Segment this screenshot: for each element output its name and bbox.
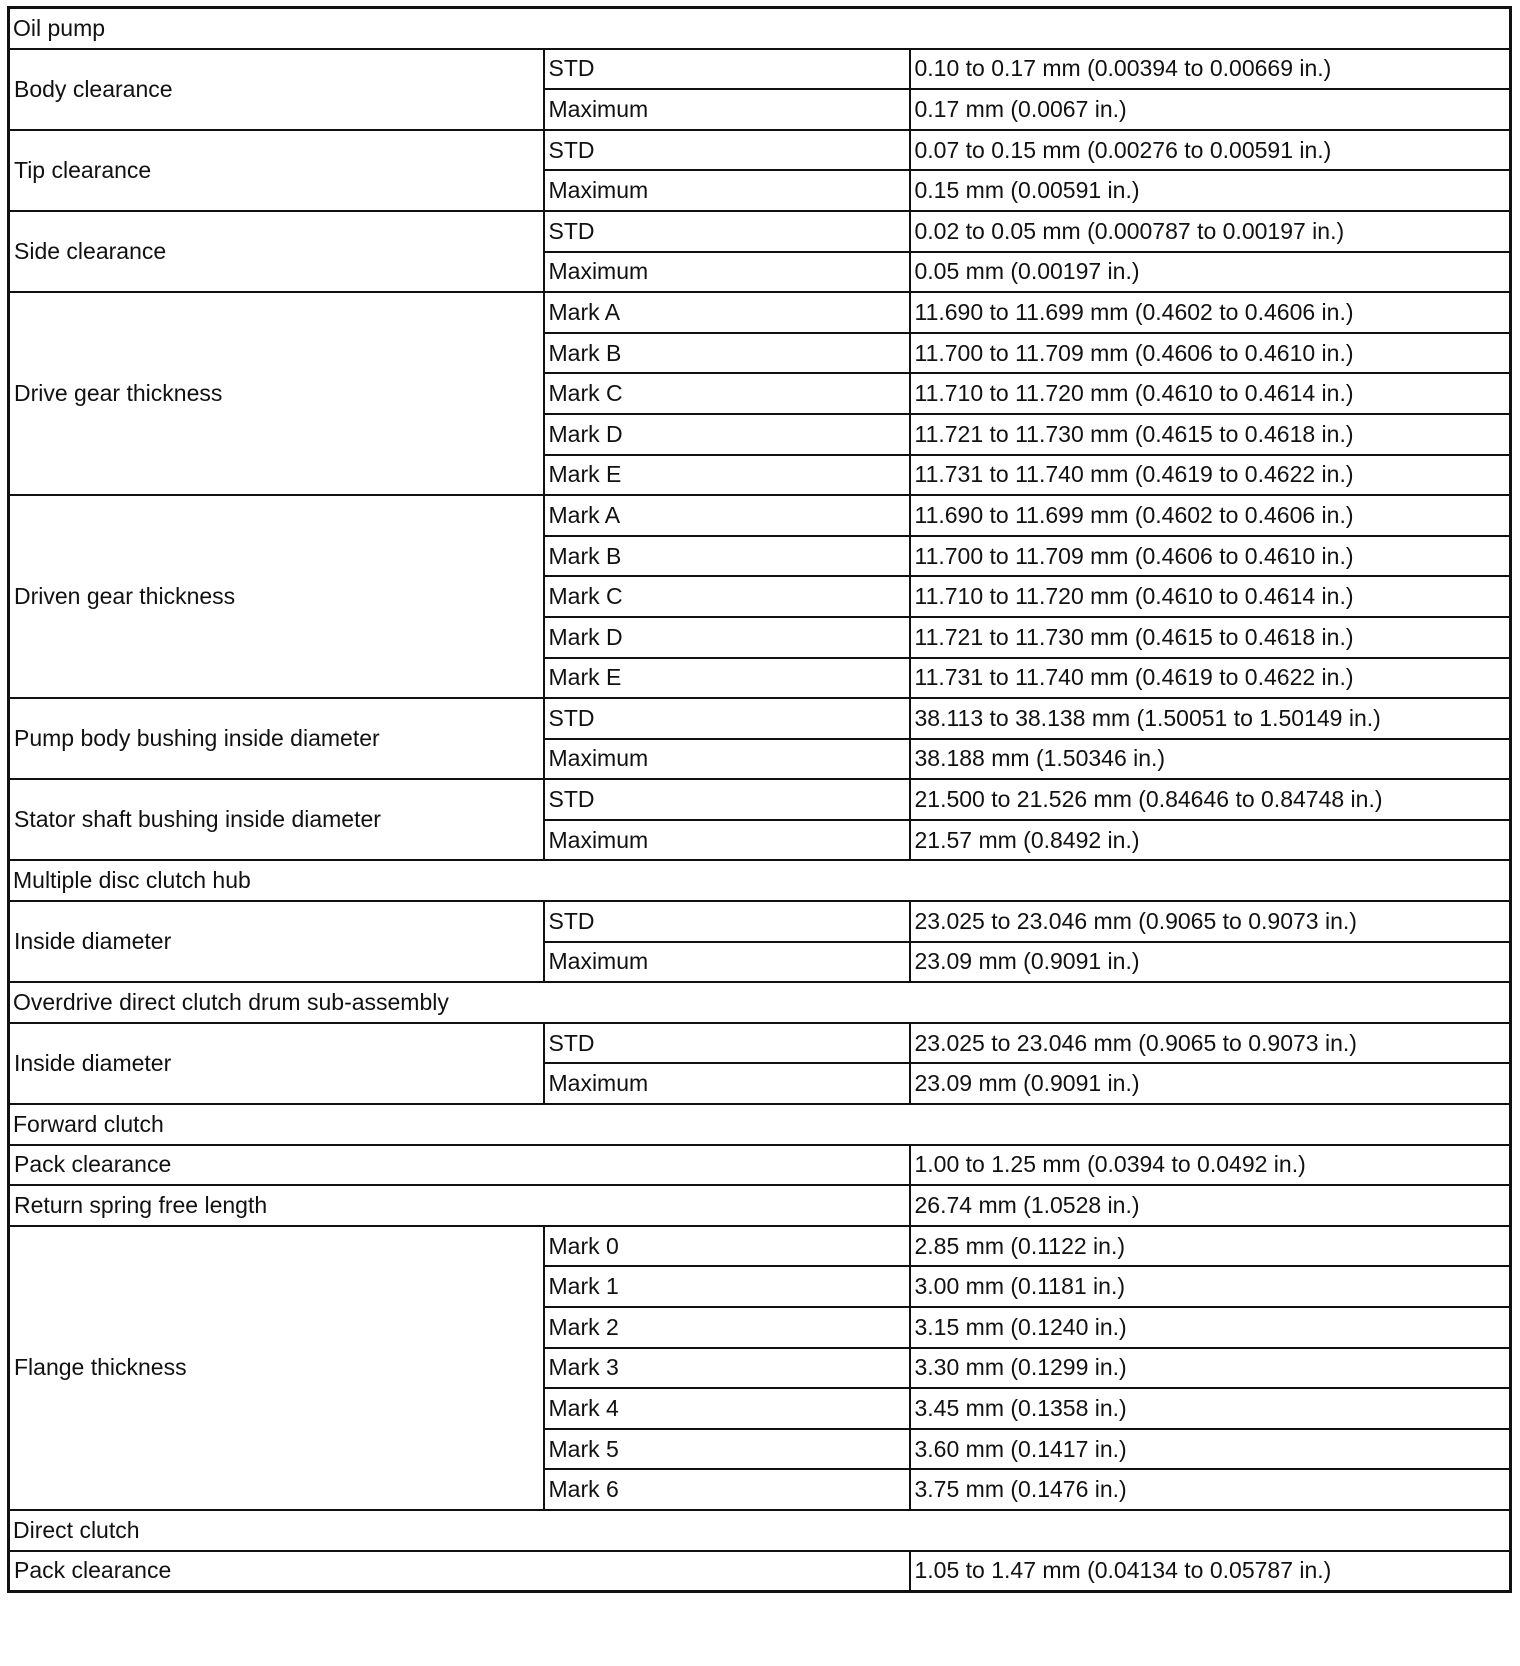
spec-table — [7, 6, 1512, 1593]
item-label: Pump body bushing inside diameter — [9, 698, 544, 779]
section-title: Oil pump — [9, 8, 1511, 49]
item-label: Flange thickness — [9, 1226, 544, 1510]
value-cell: 3.75 mm (0.1476 in.) — [910, 1469, 1511, 1510]
condition-cell: Mark 4 — [544, 1388, 910, 1429]
item-label: Inside diameter — [9, 901, 544, 982]
value-cell: 1.00 to 1.25 mm (0.0394 to 0.0492 in.) — [910, 1145, 1511, 1186]
value-cell: 26.74 mm (1.0528 in.) — [910, 1185, 1511, 1226]
value-cell: 0.15 mm (0.00591 in.) — [910, 170, 1511, 211]
condition-cell: Mark C — [544, 576, 910, 617]
item-label: Stator shaft bushing inside diameter — [9, 779, 544, 860]
value-cell: 3.00 mm (0.1181 in.) — [910, 1266, 1511, 1307]
value-cell: 3.30 mm (0.1299 in.) — [910, 1348, 1511, 1389]
condition-cell: Mark B — [544, 536, 910, 577]
section-header-row — [9, 8, 1511, 49]
item-label: Body clearance — [9, 49, 544, 130]
condition-cell: Mark E — [544, 455, 910, 496]
item-label: Driven gear thickness — [9, 495, 544, 698]
condition-cell: STD — [544, 1023, 910, 1064]
value-cell: 11.731 to 11.740 mm (0.4619 to 0.4622 in.) — [910, 455, 1511, 496]
item-label: Tip clearance — [9, 130, 544, 211]
condition-cell: Mark C — [544, 373, 910, 414]
value-cell: 11.721 to 11.730 mm (0.4615 to 0.4618 in.) — [910, 617, 1511, 658]
table-row — [9, 211, 1511, 252]
condition-cell: Mark 2 — [544, 1307, 910, 1348]
item-label: Pack clearance — [9, 1145, 910, 1186]
value-cell: 1.05 to 1.47 mm (0.04134 to 0.05787 in.) — [910, 1551, 1511, 1592]
condition-cell: STD — [544, 698, 910, 739]
section-header-row — [9, 1104, 1511, 1145]
value-cell: 23.09 mm (0.9091 in.) — [910, 1063, 1511, 1104]
value-cell: 2.85 mm (0.1122 in.) — [910, 1226, 1511, 1267]
value-cell: 38.113 to 38.138 mm (1.50051 to 1.50149 in.) — [910, 698, 1511, 739]
condition-cell: Mark 0 — [544, 1226, 910, 1267]
section-title: Overdrive direct clutch drum sub-assembly — [9, 982, 1511, 1023]
section-title: Forward clutch — [9, 1104, 1511, 1145]
value-cell: 11.700 to 11.709 mm (0.4606 to 0.4610 in.) — [910, 333, 1511, 374]
condition-cell: Maximum — [544, 739, 910, 780]
item-label: Drive gear thickness — [9, 292, 544, 495]
section-header-row — [9, 982, 1511, 1023]
value-cell: 11.690 to 11.699 mm (0.4602 to 0.4606 in.) — [910, 495, 1511, 536]
condition-cell: STD — [544, 901, 910, 942]
condition-cell: Mark E — [544, 658, 910, 699]
condition-cell: Maximum — [544, 89, 910, 130]
condition-cell: STD — [544, 211, 910, 252]
table-row — [9, 49, 1511, 90]
value-cell: 0.07 to 0.15 mm (0.00276 to 0.00591 in.) — [910, 130, 1511, 171]
item-label: Pack clearance — [9, 1551, 910, 1592]
value-cell: 0.05 mm (0.00197 in.) — [910, 252, 1511, 293]
condition-cell: Maximum — [544, 252, 910, 293]
table-row — [9, 1551, 1511, 1592]
value-cell: 21.500 to 21.526 mm (0.84646 to 0.84748 in.) — [910, 779, 1511, 820]
condition-cell: STD — [544, 49, 910, 90]
value-cell: 11.731 to 11.740 mm (0.4619 to 0.4622 in.) — [910, 658, 1511, 699]
value-cell: 23.09 mm (0.9091 in.) — [910, 942, 1511, 983]
condition-cell: STD — [544, 779, 910, 820]
section-header-row — [9, 1510, 1511, 1551]
section-header-row — [9, 860, 1511, 901]
condition-cell: Mark 5 — [544, 1429, 910, 1470]
value-cell: 21.57 mm (0.8492 in.) — [910, 820, 1511, 861]
condition-cell: Maximum — [544, 942, 910, 983]
table-row — [9, 1023, 1511, 1064]
condition-cell: Mark D — [544, 414, 910, 455]
value-cell: 11.700 to 11.709 mm (0.4606 to 0.4610 in.) — [910, 536, 1511, 577]
value-cell: 3.15 mm (0.1240 in.) — [910, 1307, 1511, 1348]
condition-cell: Mark D — [544, 617, 910, 658]
table-row — [9, 779, 1511, 820]
item-label: Return spring free length — [9, 1185, 910, 1226]
value-cell: 3.45 mm (0.1358 in.) — [910, 1388, 1511, 1429]
value-cell: 0.02 to 0.05 mm (0.000787 to 0.00197 in.) — [910, 211, 1511, 252]
spec-table-body — [9, 8, 1511, 1592]
section-title: Multiple disc clutch hub — [9, 860, 1511, 901]
condition-cell: Mark A — [544, 495, 910, 536]
value-cell: 23.025 to 23.046 mm (0.9065 to 0.9073 in.) — [910, 1023, 1511, 1064]
condition-cell: Mark A — [544, 292, 910, 333]
table-row — [9, 1226, 1511, 1267]
value-cell: 3.60 mm (0.1417 in.) — [910, 1429, 1511, 1470]
table-row — [9, 1185, 1511, 1226]
item-label: Side clearance — [9, 211, 544, 292]
value-cell: 0.10 to 0.17 mm (0.00394 to 0.00669 in.) — [910, 49, 1511, 90]
table-row — [9, 1145, 1511, 1186]
value-cell: 23.025 to 23.046 mm (0.9065 to 0.9073 in.) — [910, 901, 1511, 942]
value-cell: 0.17 mm (0.0067 in.) — [910, 89, 1511, 130]
table-row — [9, 698, 1511, 739]
condition-cell: Mark B — [544, 333, 910, 374]
table-row — [9, 130, 1511, 171]
value-cell: 38.188 mm (1.50346 in.) — [910, 739, 1511, 780]
section-title: Direct clutch — [9, 1510, 1511, 1551]
condition-cell: STD — [544, 130, 910, 171]
item-label: Inside diameter — [9, 1023, 544, 1104]
condition-cell: Maximum — [544, 170, 910, 211]
table-row — [9, 292, 1511, 333]
condition-cell: Mark 6 — [544, 1469, 910, 1510]
value-cell: 11.690 to 11.699 mm (0.4602 to 0.4606 in.) — [910, 292, 1511, 333]
condition-cell: Mark 3 — [544, 1348, 910, 1389]
table-row — [9, 495, 1511, 536]
value-cell: 11.710 to 11.720 mm (0.4610 to 0.4614 in.) — [910, 576, 1511, 617]
value-cell: 11.721 to 11.730 mm (0.4615 to 0.4618 in.) — [910, 414, 1511, 455]
value-cell: 11.710 to 11.720 mm (0.4610 to 0.4614 in.) — [910, 373, 1511, 414]
table-row — [9, 901, 1511, 942]
condition-cell: Maximum — [544, 1063, 910, 1104]
condition-cell: Mark 1 — [544, 1266, 910, 1307]
condition-cell: Maximum — [544, 820, 910, 861]
